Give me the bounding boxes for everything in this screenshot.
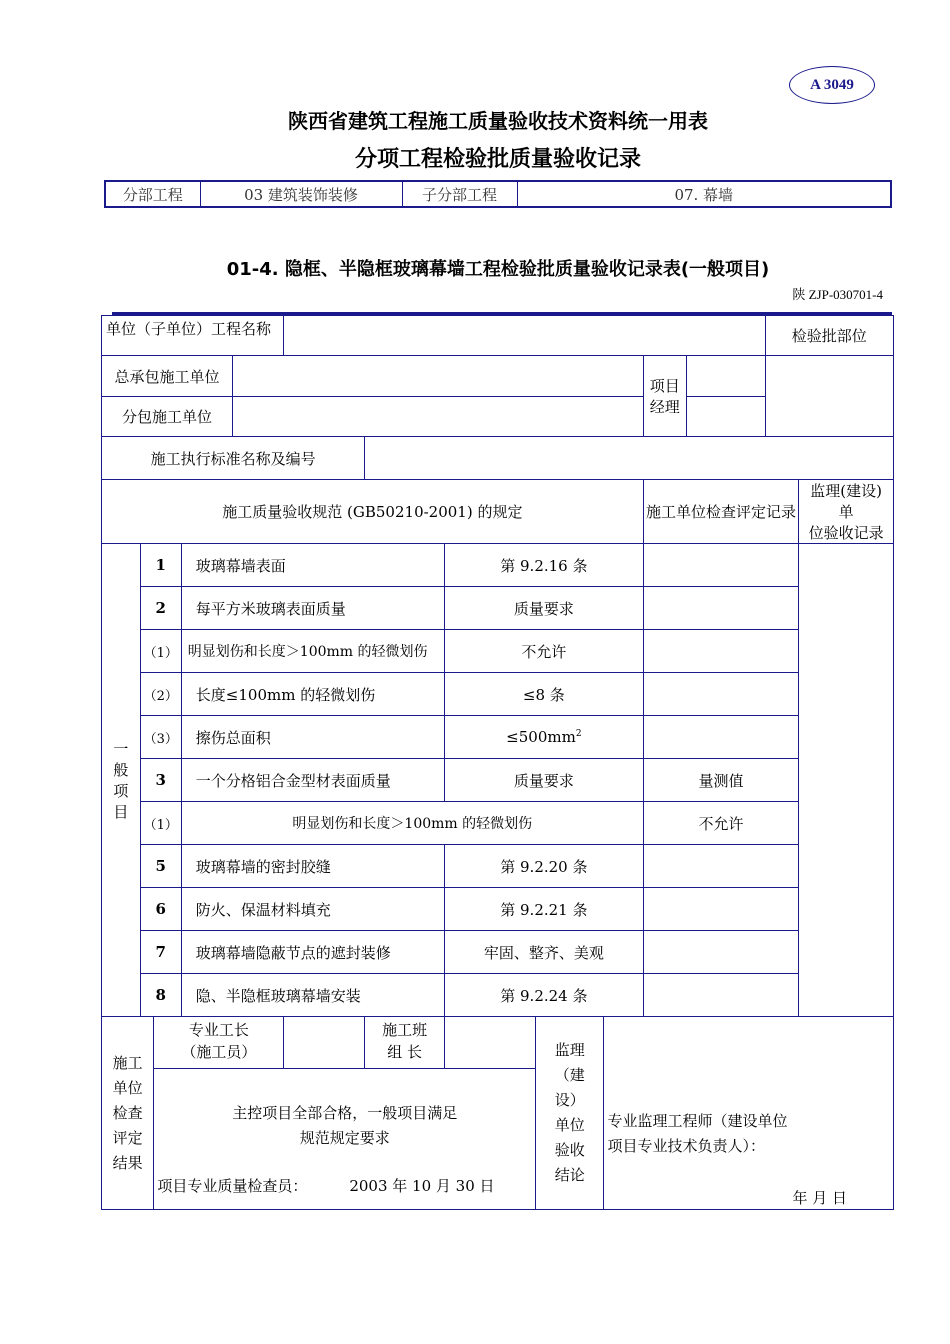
item-record[interactable] xyxy=(643,845,798,888)
contractor-result-label: 施工 单位 检查 评定 结果 xyxy=(102,1017,154,1210)
item-name: 防火、保温材料填充 xyxy=(181,888,444,931)
foreman-field[interactable] xyxy=(284,1017,365,1069)
item-no: 6 xyxy=(140,888,181,931)
item-name: 明显划伤和长度＞100mm 的轻微划伤 xyxy=(181,802,643,845)
item-requirement: 第 9.2.20 条 xyxy=(444,845,643,888)
main-contractor-label: 总承包施工单位 xyxy=(102,356,233,397)
pm-label: 项目 经理 xyxy=(643,356,686,437)
item-record[interactable]: 量测值 xyxy=(643,759,798,802)
subdivision-label: 子分部工程 xyxy=(402,181,517,207)
item-name: 玻璃幕墙的密封胶缝 xyxy=(181,845,444,888)
supervisor-record-field[interactable] xyxy=(799,544,894,1017)
item-requirement: 第 9.2.24 条 xyxy=(444,974,643,1017)
sub-contractor-field[interactable] xyxy=(233,397,644,437)
subdivision-value: 07. 幕墙 xyxy=(517,181,891,207)
item-no: 7 xyxy=(140,931,181,974)
supervisor-check-header: 监理(建设)单 位验收记录 xyxy=(799,480,894,544)
batch-location-label: 检验批部位 xyxy=(765,316,893,356)
item-record[interactable]: 不允许 xyxy=(643,802,798,845)
item-name: 隐、半隐框玻璃幕墙安装 xyxy=(181,974,444,1017)
item-record[interactable] xyxy=(643,931,798,974)
item-no: 2 xyxy=(140,587,181,630)
standard-field[interactable] xyxy=(365,437,894,480)
general-items-label: 一 般 项 目 xyxy=(102,544,141,1017)
item-requirement: 质量要求 xyxy=(444,759,643,802)
item-record[interactable] xyxy=(643,716,798,759)
item-record[interactable] xyxy=(643,888,798,931)
item-requirement: 牢固、整齐、美观 xyxy=(444,931,643,974)
item-name: 一个分格铝合金型材表面质量 xyxy=(181,759,444,802)
item-name: 擦伤总面积 xyxy=(181,716,444,759)
item-requirement: $\le 500mm^2$ xyxy=(444,716,643,759)
item-name: 玻璃幕墙隐蔽节点的遮封装修 xyxy=(181,931,444,974)
item-no: 3 xyxy=(140,759,181,802)
spec-column-header: 施工质量验收规范 (GB50210-2001) 的规定 xyxy=(102,480,644,544)
item-requirement: ≤8 条 xyxy=(444,673,643,716)
contractor-check-header: 施工单位检查评定记录 xyxy=(643,480,798,544)
item-requirement: 第 9.2.16 条 xyxy=(444,544,643,587)
page-subtitle: 分项工程检验批质量验收记录 xyxy=(354,147,641,172)
standard-label: 施工执行标准名称及编号 xyxy=(102,437,365,480)
item-requirement: 质量要求 xyxy=(444,587,643,630)
main-contractor-field[interactable] xyxy=(233,356,644,397)
page-title: 陕西省建筑工程施工质量验收技术资料统一用表 xyxy=(288,109,708,133)
item-requirement: 不允许 xyxy=(444,630,643,673)
contractor-conclusion-field[interactable] xyxy=(154,1069,536,1210)
batch-location-field[interactable] xyxy=(765,356,893,437)
item-name: 每平方米玻璃表面质量 xyxy=(181,587,444,630)
supervisor-conclusion-field[interactable] xyxy=(604,1017,894,1210)
item-record[interactable] xyxy=(643,544,798,587)
sub-contractor-label: 分包施工单位 xyxy=(102,397,233,437)
project-name-field[interactable] xyxy=(284,316,765,356)
project-name-label: 单位（子单位）工程名称 xyxy=(102,316,284,356)
item-record[interactable] xyxy=(643,630,798,673)
division-value: 03 建筑装饰装修 xyxy=(200,181,402,207)
inspection-date: 2003 年 10 月 30 日 xyxy=(349,1177,495,1195)
form-number-badge: A 3049 xyxy=(789,66,875,104)
supervisor-date: 年 月 日 xyxy=(792,1189,847,1207)
header-table xyxy=(104,180,892,208)
division-label: 分部工程 xyxy=(105,181,200,207)
contractor-conclusion-text: 主控项目全部合格，一般项目满足 规范规定要求 xyxy=(232,1104,458,1147)
team-leader-field[interactable] xyxy=(444,1017,535,1069)
supervisor-conclusion-label: 监理 （建设） 单位 验收 结论 xyxy=(536,1017,604,1210)
item-name: 明显划伤和长度＞100mm 的轻微划伤 xyxy=(181,630,444,673)
item-no: 5 xyxy=(140,845,181,888)
form-title: 01-4. 隐框、半隐框玻璃幕墙工程检验批质量验收记录表(一般项目) xyxy=(226,259,770,280)
pm-field-1[interactable] xyxy=(686,356,765,397)
item-record[interactable] xyxy=(643,974,798,1017)
supervisor-signature-text: 专业监理工程师（建设单位 项目专业技术负责人）： xyxy=(607,1112,788,1155)
item-no: （2） xyxy=(140,673,181,716)
inspection-table xyxy=(101,315,894,1210)
item-name: 长度≤100mm 的轻微划伤 xyxy=(181,673,444,716)
foreman-label: 专业工长 （施工员） xyxy=(154,1017,284,1069)
team-leader-label: 施工班 组 长 xyxy=(365,1017,445,1069)
item-no: 1 xyxy=(140,544,181,587)
item-requirement: 第 9.2.21 条 xyxy=(444,888,643,931)
item-no: （1） xyxy=(140,630,181,673)
pm-field-2[interactable] xyxy=(686,397,765,437)
item-no: （3） xyxy=(140,716,181,759)
inspector-label: 项目专业质量检查员： xyxy=(157,1177,308,1195)
item-record[interactable] xyxy=(643,673,798,716)
item-record[interactable] xyxy=(643,587,798,630)
form-code: 陕 ZJP-030701-4 xyxy=(792,287,883,302)
item-name: 玻璃幕墙表面 xyxy=(181,544,444,587)
item-no: 8 xyxy=(140,974,181,1017)
item-no: （1） xyxy=(140,802,181,845)
